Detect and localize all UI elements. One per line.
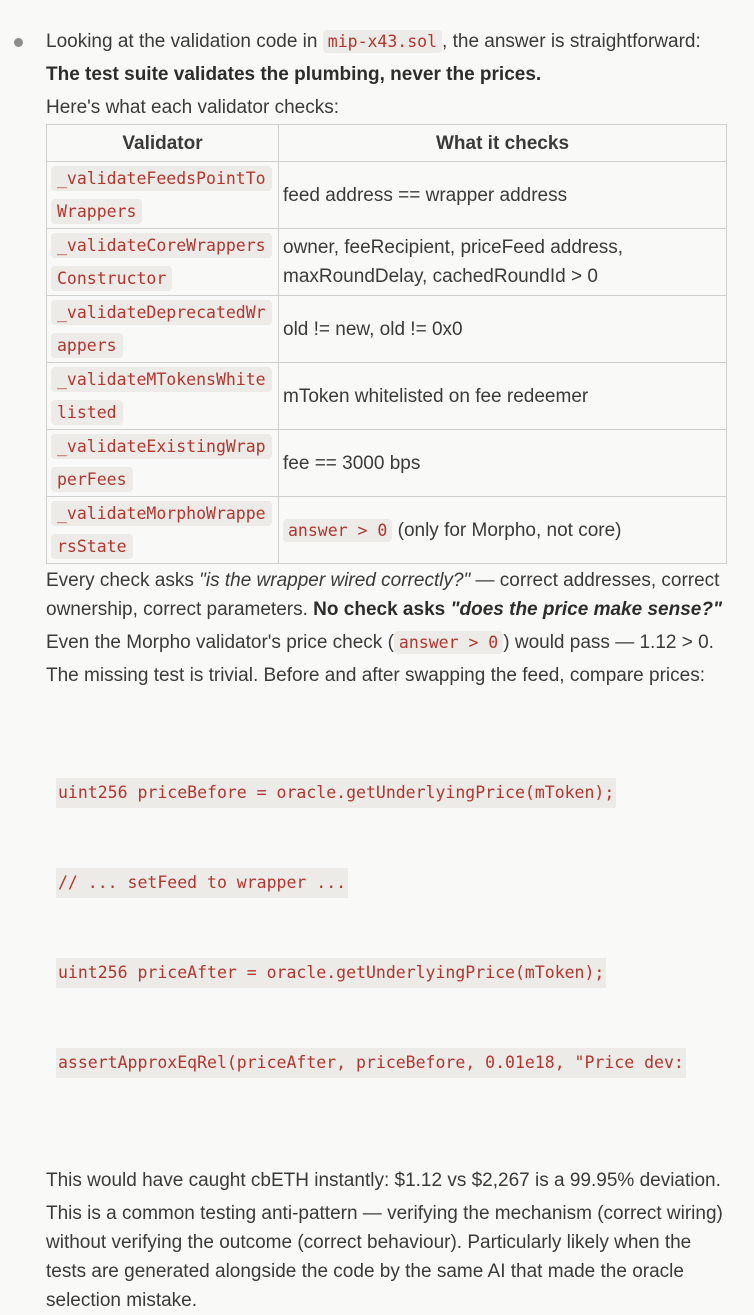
table-row — [47, 229, 727, 296]
header-checks: What it checks — [279, 125, 727, 162]
validator-checks: old != new, old != 0x0 — [279, 296, 727, 363]
code-block — [56, 718, 728, 1138]
validator-checks: feed address == wrapper address — [279, 162, 727, 229]
validator-checks: owner, feeRecipient, priceFeed address, maxRoundDelay, cachedRoundId > 0 — [279, 229, 727, 296]
code-line: // ... setFeed to wrapper ... — [56, 868, 348, 898]
header-validator: Validator — [47, 125, 279, 162]
paragraph-missing-test: The missing test is trivial. Before and after swapping the feed, compare prices: — [46, 665, 705, 686]
validator-name: _validateMTokensWhitelisted — [51, 367, 272, 425]
table-lead: Here's what each validator checks: — [46, 97, 339, 118]
table-row — [47, 497, 727, 564]
table-row — [47, 162, 727, 229]
validator-checks: mToken whitelisted on fee redeemer — [279, 363, 727, 430]
paragraph-anti-pattern: This is a common testing anti-pattern — verifying the mechanism (correct wiring) without verifying the outcome (correct behaviour). Particularly likely when the tests are generated alongside the code by the same AI that made the oracle selection mistake. — [46, 1203, 723, 1311]
table-header-row — [47, 125, 727, 162]
code-line: uint256 priceBefore = oracle.getUnderlyingPrice(mToken); — [56, 778, 616, 808]
validator-table — [46, 124, 727, 564]
intro-paragraph: Looking at the validation code in mip-x43.sol , the answer is straightforward: — [46, 31, 701, 52]
validator-checks: answer > 0 (only for Morpho, not core) — [279, 497, 727, 564]
paragraph-every-check: Every check asks "is the wrapper wired correctly?" — correct addresses, correct ownership, correct parameters. No check asks "does the price make sense?" — [46, 570, 722, 620]
validator-name: _validateMorphoWrappersState — [51, 501, 272, 559]
filename-code: mip-x43.sol — [323, 30, 442, 53]
validator-name: _validateCoreWrappersConstructor — [51, 233, 272, 291]
table-row — [47, 296, 727, 363]
paragraph-cbeth: This would have caught cbETH instantly: $1.12 vs $2,267 is a 99.95% deviation. — [46, 1170, 721, 1191]
checks-code: answer > 0 — [283, 519, 392, 542]
paragraph-morpho: Even the Morpho validator's price check ( answer > 0 ) would pass — 1.12 > 0. — [46, 632, 714, 653]
table-row — [47, 363, 727, 430]
headline: The test suite validates the plumbing, never the prices. — [46, 64, 542, 85]
code-line: assertApproxEqRel(priceAfter, priceBefore, 0.01e18, "Price dev: — [56, 1048, 686, 1078]
validator-name: _validateExistingWrapperFees — [51, 434, 272, 492]
bullet-icon — [14, 38, 23, 47]
answer-code: answer > 0 — [394, 631, 503, 654]
validator-checks: fee == 3000 bps — [279, 430, 727, 497]
table-row — [47, 430, 727, 497]
validator-name: _validateDeprecatedWrappers — [51, 300, 272, 358]
validator-name: _validateFeedsPointToWrappers — [51, 166, 272, 224]
code-line: uint256 priceAfter = oracle.getUnderlyingPrice(mToken); — [56, 958, 606, 988]
